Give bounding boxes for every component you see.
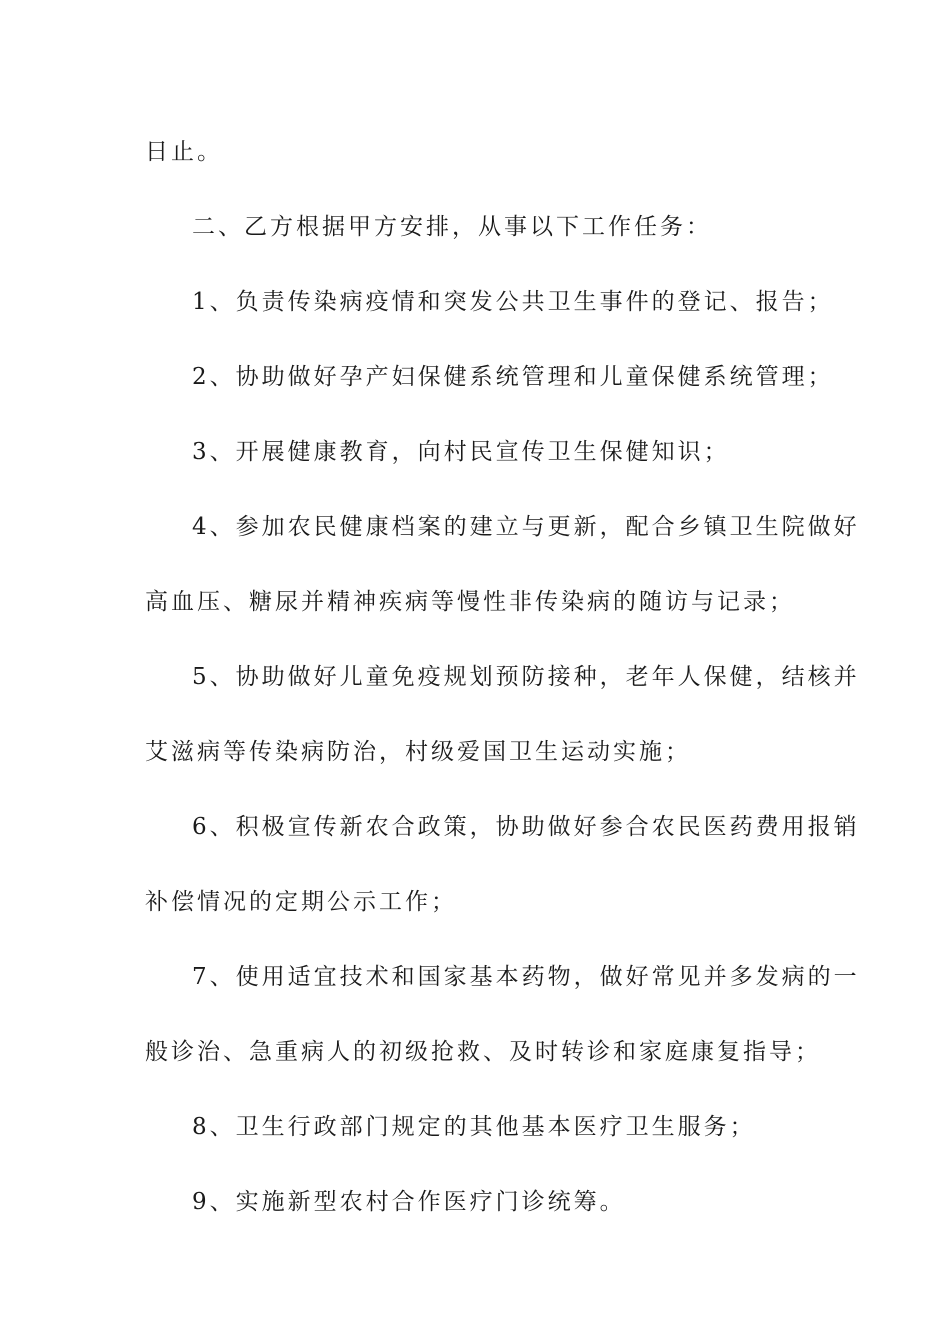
list-item-continuation: 补偿情况的定期公示工作； bbox=[145, 889, 457, 915]
text-line: 日止。 bbox=[145, 139, 223, 165]
list-item-continuation: 艾滋病等传染病防治，村级爱国卫生运动实施； bbox=[145, 739, 691, 765]
list-item: 6、积极宣传新农合政策，协助做好参合农民医药费用报销 bbox=[192, 814, 860, 840]
list-item: 9、实施新型农村合作医疗门诊统筹。 bbox=[192, 1189, 626, 1215]
list-item: 8、卫生行政部门规定的其他基本医疗卫生服务； bbox=[192, 1114, 756, 1140]
list-item: 5、协助做好儿童免疫规划预防接种，老年人保健，结核并 bbox=[192, 664, 860, 690]
list-item: 2、协助做好孕产妇保健系统管理和儿童保健系统管理； bbox=[192, 364, 834, 390]
list-item: 1、负责传染病疫情和突发公共卫生事件的登记、报告； bbox=[192, 289, 834, 315]
list-item-continuation: 般诊治、急重病人的初级抢救、及时转诊和家庭康复指导； bbox=[145, 1039, 821, 1065]
section-heading: 二、乙方根据甲方安排，从事以下工作任务： bbox=[192, 214, 712, 240]
list-item: 3、开展健康教育，向村民宣传卫生保健知识； bbox=[192, 439, 730, 465]
list-item-continuation: 高血压、糖尿并精神疾病等慢性非传染病的随访与记录； bbox=[145, 589, 795, 615]
list-item: 7、使用适宜技术和国家基本药物，做好常见并多发病的一 bbox=[192, 964, 860, 990]
list-item: 4、参加农民健康档案的建立与更新，配合乡镇卫生院做好 bbox=[192, 514, 860, 540]
